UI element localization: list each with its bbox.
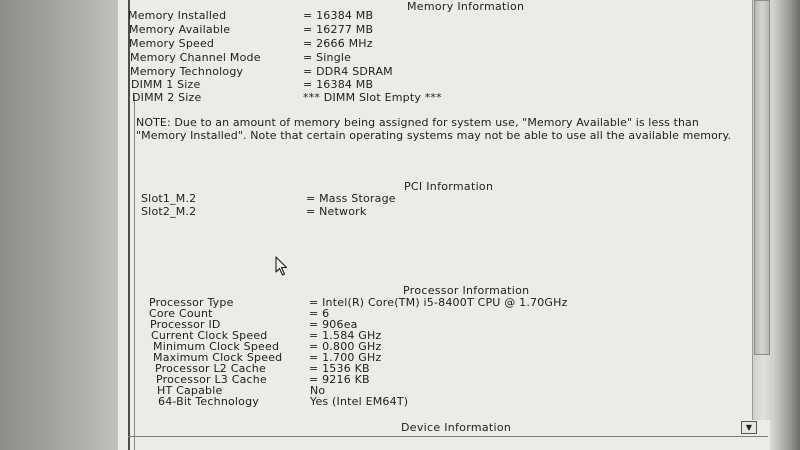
slot1-m2-label: Slot1_M.2 <box>141 192 197 205</box>
slot2-m2-value: = Network <box>306 205 367 218</box>
memory-note: NOTE: Due to an amount of memory being assigned for system use, "Memory Available" is less than "Memory Installed". Note that certain operating systems may not be able to use all the available memory. <box>136 116 732 142</box>
memory-technology-value: = DDR4 SDRAM <box>303 65 393 78</box>
maximum-clock-speed-label: Maximum Clock Speed <box>153 351 283 364</box>
memory-available-label: Memory Available <box>129 23 231 36</box>
memory-technology-label: Memory Technology <box>130 65 244 78</box>
memory-available-value: = 16277 MB <box>303 23 374 36</box>
scroll-down-button[interactable] <box>741 421 757 434</box>
processor-l3-cache-value: = 9216 KB <box>309 373 370 386</box>
dimm2-size-value: *** DIMM Slot Empty *** <box>303 91 442 104</box>
memory-channel-mode-value: = Single <box>303 51 352 64</box>
mouse-cursor-icon <box>275 256 289 276</box>
memory-information-title: Memory Information <box>407 0 525 13</box>
processor-l2-cache-value: = 1536 KB <box>309 362 370 375</box>
device-information-title: Device Information <box>401 421 512 434</box>
dimm2-size-label: DIMM 2 Size <box>132 91 202 104</box>
slot2-m2-label: Slot2_M.2 <box>141 205 197 218</box>
right-margin <box>772 0 800 450</box>
processor-information-title: Processor Information <box>403 284 530 297</box>
chevron-down-icon: ▼ <box>745 423 753 432</box>
memory-speed-value: = 2666 MHz <box>303 37 373 50</box>
processor-id-value: = 906ea <box>309 318 358 331</box>
64bit-technology-value: Yes (Intel EM64T) <box>310 395 409 408</box>
left-margin <box>0 0 118 450</box>
current-clock-speed-label: Current Clock Speed <box>151 329 268 342</box>
scrollbar-thumb[interactable] <box>754 0 770 355</box>
dimm1-size-label: DIMM 1 Size <box>131 78 201 91</box>
memory-installed-label: Memory Installed <box>128 9 227 22</box>
pci-information-title: PCI Information <box>404 180 494 193</box>
panel-inner-border <box>134 95 135 450</box>
processor-l2-cache-label: Processor L2 Cache <box>155 362 266 375</box>
minimum-clock-speed-label: Minimum Clock Speed <box>153 340 280 353</box>
processor-type-label: Processor Type <box>149 296 234 309</box>
minimum-clock-speed-value: = 0.800 GHz <box>309 340 382 353</box>
processor-id-label: Processor ID <box>150 318 221 331</box>
ht-capable-value: No <box>310 384 326 397</box>
processor-type-value: = Intel(R) Core(TM) i5-8400T CPU @ 1.70GHz <box>309 296 568 309</box>
memory-installed-value: = 16384 MB <box>303 9 374 22</box>
64bit-technology-label: 64-Bit Technology <box>158 395 260 408</box>
memory-speed-label: Memory Speed <box>129 37 215 50</box>
maximum-clock-speed-value: = 1.700 GHz <box>309 351 382 364</box>
current-clock-speed-value: = 1.584 GHz <box>309 329 382 342</box>
ht-capable-label: HT Capable <box>157 384 223 397</box>
panel-bottom-divider <box>128 436 768 437</box>
processor-l3-cache-label: Processor L3 Cache <box>156 373 267 386</box>
memory-channel-mode-label: Memory Channel Mode <box>130 51 261 64</box>
core-count-label: Core Count <box>149 307 213 320</box>
dimm1-size-value: = 16384 MB <box>303 78 374 91</box>
slot1-m2-value: = Mass Storage <box>306 192 396 205</box>
core-count-value: = 6 <box>309 307 330 320</box>
